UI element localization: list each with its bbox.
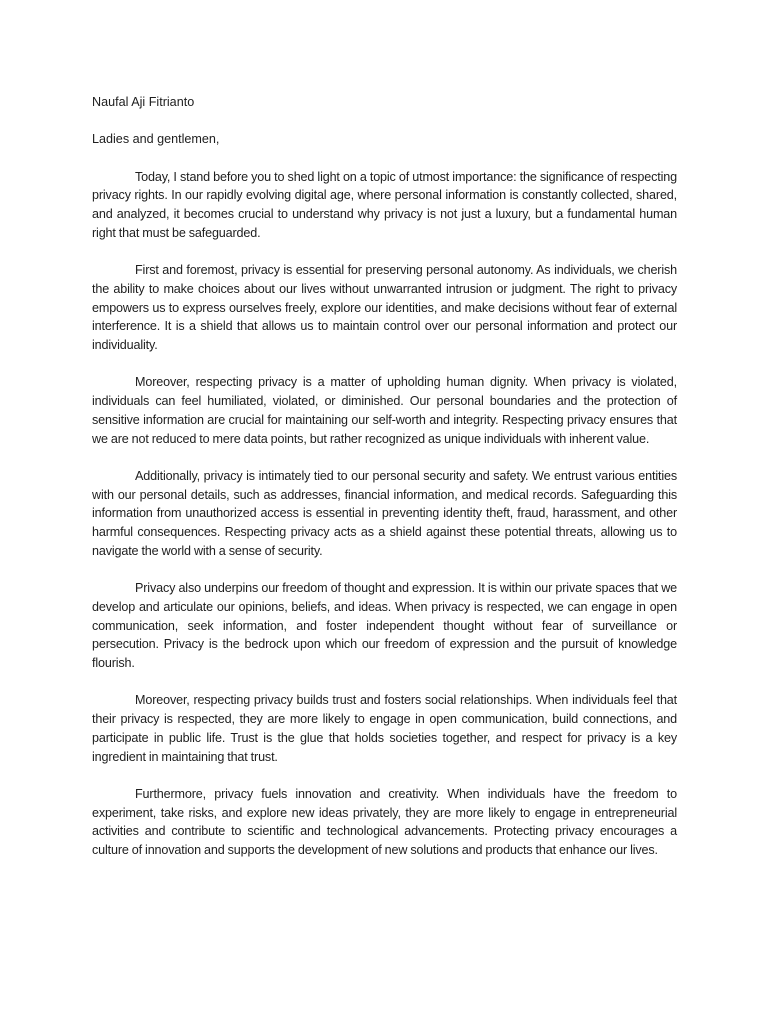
paragraph-intro: Today, I stand before you to shed light on a topic of utmost importance: the significance of respecting privacy rights. In our rapidly evolving digital age, where personal information is constantly collected, shared, and analyzed, it becomes crucial to understand why privacy is not just a luxury, but a fundamental human right that must be safeguarded. bbox=[92, 169, 677, 240]
paragraph-security: Additionally, privacy is intimately tied to our personal security and safety. We entrust various entities with our personal details, such as addresses, financial information, and medical records. Safeguarding this information from unauthorized access is essential in preventing identity theft, fraud, harassment, and other harmful consequences. Respecting privacy acts as a shield against these potential threats, allowing us to navigate the world with a sense of security. bbox=[92, 468, 677, 558]
author-name: Naufal Aji Fitrianto bbox=[92, 95, 195, 109]
paragraph-innovation: Furthermore, privacy fuels innovation and creativity. When individuals have the freedom to experiment, take risks, and explore new ideas privately, they are more likely to engage in entrepreneurial activities and contribute to scientific and technological advancements. Protecting privacy encourages a culture of innovation and supports the development of new solutions and products that enhance our lives. bbox=[92, 786, 677, 857]
paragraph-autonomy: First and foremost, privacy is essential for preserving personal autonomy. As individuals, we cherish the ability to make choices about our lives without unwarranted intrusion or judgment. The right to privacy empowers us to express ourselves freely, explore our identities, and make decisions without fear of external interference. It is a shield that allows us to maintain control over our personal information and protect our individuality. bbox=[92, 263, 677, 353]
paragraph-dignity: Moreover, respecting privacy is a matter of upholding human dignity. When privacy is violated, individuals can feel humiliated, violated, or diminished. Our personal boundaries and the protection of sensitive information are crucial for maintaining our self-worth and integrity. Respecting privacy ensures that we are not reduced to mere data points, but rather recognized as unique individuals with inherent value. bbox=[92, 375, 677, 446]
salutation: Ladies and gentlemen, bbox=[92, 132, 220, 147]
paragraph-trust: Moreover, respecting privacy builds trust and fosters social relationships. When individuals feel that their privacy is respected, they are more likely to engage in open communication, build connections, and participate in public life. Trust is the glue that holds societies together, and respect for privacy is a key ingredient in maintaining that trust. bbox=[92, 693, 677, 764]
paragraph-expression: Privacy also underpins our freedom of thought and expression. It is within our private spaces that we develop and articulate our opinions, beliefs, and ideas. When privacy is respected, we can engage in open communication, seek information, and foster independent thought without fear of surveillance or persecution. Privacy is the bedrock upon which our freedom of expression and the pursuit of knowledge flourish. bbox=[92, 581, 677, 670]
speech-document bbox=[92, 93, 677, 878]
